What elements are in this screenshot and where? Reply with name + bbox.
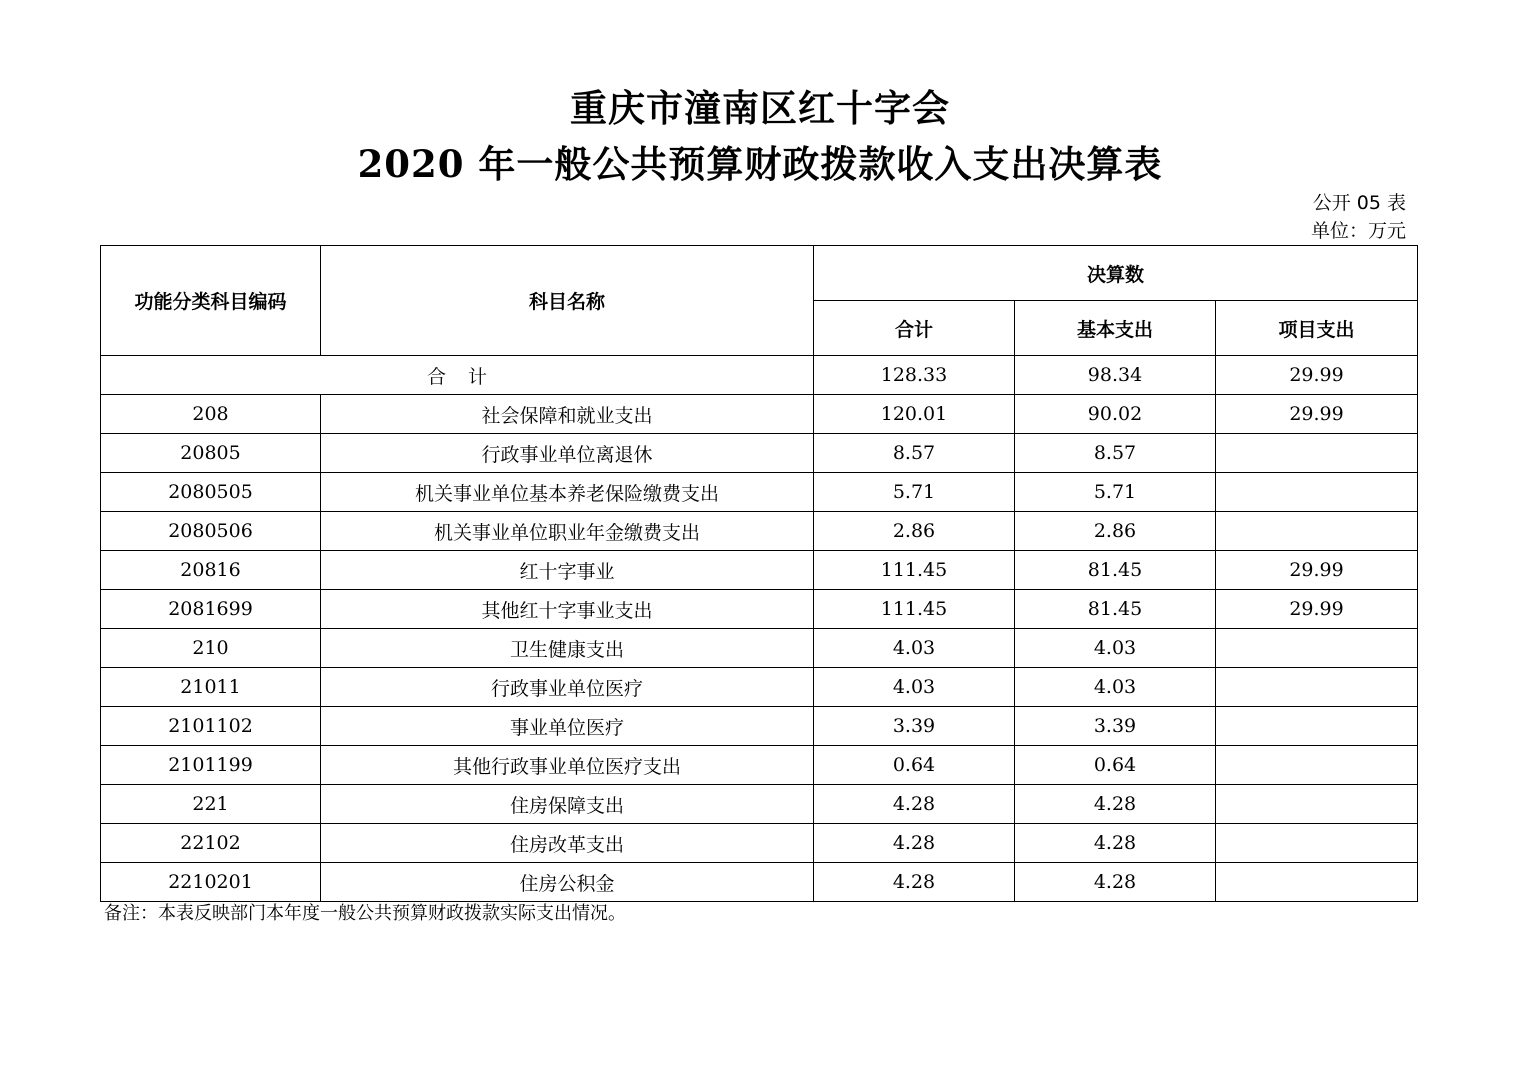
total-label: 合计 <box>101 356 814 395</box>
table-row <box>101 512 1418 551</box>
name-cell: 事业单位医疗 <box>321 707 814 746</box>
basic-cell: 2.86 <box>1015 512 1216 551</box>
unit-label: 单位：万元 <box>1310 220 1406 242</box>
basic-cell: 4.03 <box>1015 668 1216 707</box>
page-title: 重庆市潼南区红十字会 <box>570 86 950 130</box>
total-cell: 2.86 <box>814 512 1015 551</box>
name-cell: 行政事业单位医疗 <box>321 668 814 707</box>
basic-cell: 81.45 <box>1015 590 1216 629</box>
name-cell: 机关事业单位基本养老保险缴费支出 <box>321 473 814 512</box>
name-cell: 卫生健康支出 <box>321 629 814 668</box>
name-cell: 红十字事业 <box>321 551 814 590</box>
project-cell <box>1216 707 1418 746</box>
total-cell: 3.39 <box>814 707 1015 746</box>
table-row <box>101 707 1418 746</box>
header-group: 决算数 <box>814 246 1418 301</box>
basic-cell: 81.45 <box>1015 551 1216 590</box>
header-project: 项目支出 <box>1216 301 1418 356</box>
header-code: 功能分类科目编码 <box>101 246 321 356</box>
footnote: 备注：本表反映部门本年度一般公共预算财政拨款实际支出情况。 <box>104 903 626 924</box>
table-row <box>101 434 1418 473</box>
total-project: 29.99 <box>1216 356 1418 395</box>
project-cell <box>1216 863 1418 902</box>
code-cell: 20816 <box>101 551 321 590</box>
name-cell: 其他行政事业单位医疗支出 <box>321 746 814 785</box>
code-cell: 208 <box>101 395 321 434</box>
total-cell: 8.57 <box>814 434 1015 473</box>
name-cell: 机关事业单位职业年金缴费支出 <box>321 512 814 551</box>
project-cell <box>1216 473 1418 512</box>
total-amount: 128.33 <box>814 356 1015 395</box>
code-cell: 20805 <box>101 434 321 473</box>
project-cell <box>1216 512 1418 551</box>
total-cell: 4.03 <box>814 668 1015 707</box>
basic-cell: 4.28 <box>1015 824 1216 863</box>
total-cell: 111.45 <box>814 551 1015 590</box>
table-row <box>101 551 1418 590</box>
basic-cell: 0.64 <box>1015 746 1216 785</box>
budget-table <box>100 245 1418 902</box>
project-cell: 29.99 <box>1216 551 1418 590</box>
header-total: 合计 <box>814 301 1015 356</box>
total-cell: 4.03 <box>814 629 1015 668</box>
code-cell: 2080506 <box>101 512 321 551</box>
total-basic: 98.34 <box>1015 356 1216 395</box>
table-row <box>101 668 1418 707</box>
code-cell: 2210201 <box>101 863 321 902</box>
basic-cell: 90.02 <box>1015 395 1216 434</box>
header-row <box>101 246 1418 301</box>
basic-cell: 4.28 <box>1015 785 1216 824</box>
name-cell: 住房公积金 <box>321 863 814 902</box>
name-cell: 其他红十字事业支出 <box>321 590 814 629</box>
code-cell: 22102 <box>101 824 321 863</box>
table-row <box>101 629 1418 668</box>
table-row <box>101 863 1418 902</box>
project-cell <box>1216 824 1418 863</box>
header-name: 科目名称 <box>321 246 814 356</box>
code-cell: 2101199 <box>101 746 321 785</box>
table-row <box>101 746 1418 785</box>
basic-cell: 3.39 <box>1015 707 1216 746</box>
name-cell: 住房改革支出 <box>321 824 814 863</box>
name-cell: 住房保障支出 <box>321 785 814 824</box>
page-subtitle: 2020 年一般公共预算财政拨款收入支出决算表 <box>357 142 1163 186</box>
total-cell: 4.28 <box>814 785 1015 824</box>
code-cell: 21011 <box>101 668 321 707</box>
project-cell <box>1216 746 1418 785</box>
basic-cell: 4.28 <box>1015 863 1216 902</box>
project-cell <box>1216 785 1418 824</box>
code-cell: 2101102 <box>101 707 321 746</box>
basic-cell: 5.71 <box>1015 473 1216 512</box>
basic-cell: 8.57 <box>1015 434 1216 473</box>
form-number: 公开 05 表 <box>1312 192 1406 214</box>
total-cell: 4.28 <box>814 824 1015 863</box>
table-row <box>101 473 1418 512</box>
project-cell <box>1216 629 1418 668</box>
name-cell: 社会保障和就业支出 <box>321 395 814 434</box>
header-basic: 基本支出 <box>1015 301 1216 356</box>
table-row <box>101 395 1418 434</box>
project-cell: 29.99 <box>1216 590 1418 629</box>
project-cell: 29.99 <box>1216 395 1418 434</box>
table-row <box>101 824 1418 863</box>
basic-cell: 4.03 <box>1015 629 1216 668</box>
code-cell: 210 <box>101 629 321 668</box>
name-cell: 行政事业单位离退休 <box>321 434 814 473</box>
total-cell: 111.45 <box>814 590 1015 629</box>
total-cell: 5.71 <box>814 473 1015 512</box>
project-cell <box>1216 668 1418 707</box>
code-cell: 2081699 <box>101 590 321 629</box>
code-cell: 221 <box>101 785 321 824</box>
project-cell <box>1216 434 1418 473</box>
total-cell: 0.64 <box>814 746 1015 785</box>
table-row <box>101 590 1418 629</box>
total-cell: 120.01 <box>814 395 1015 434</box>
total-row <box>101 356 1418 395</box>
total-cell: 4.28 <box>814 863 1015 902</box>
code-cell: 2080505 <box>101 473 321 512</box>
table-row <box>101 785 1418 824</box>
